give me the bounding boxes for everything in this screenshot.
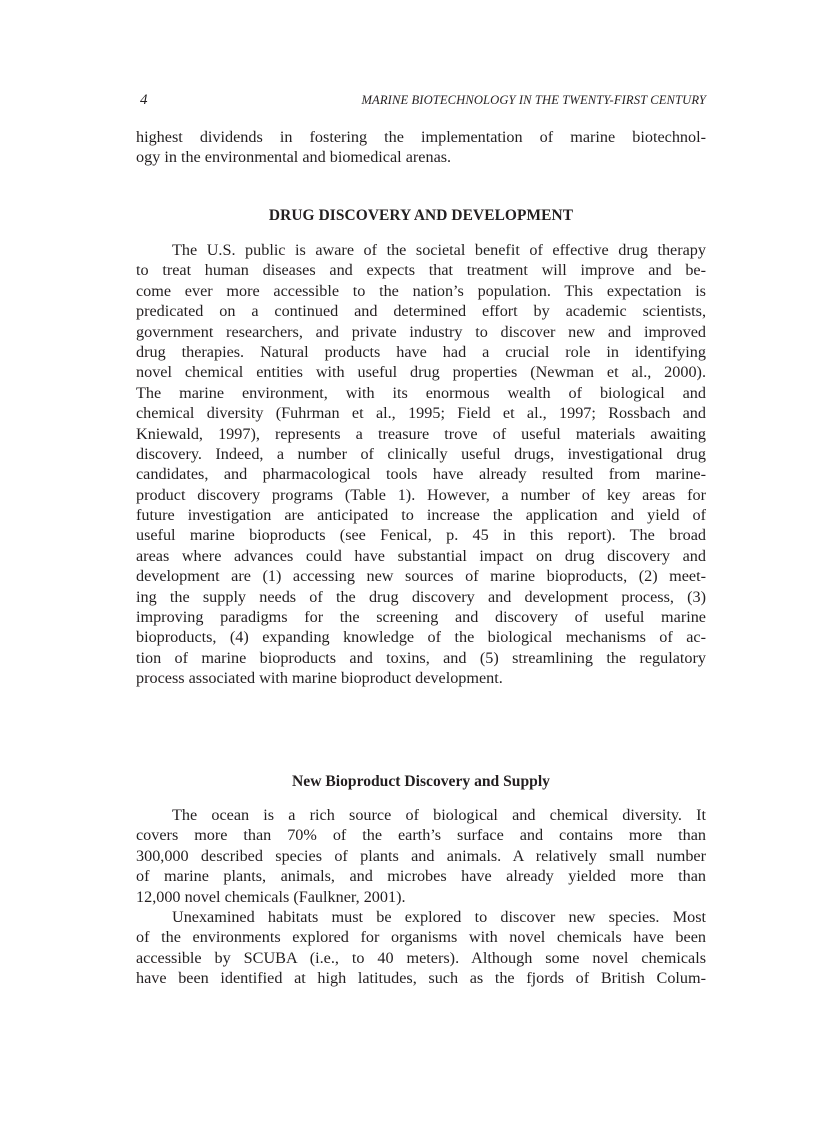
text-line: areas where advances could have substantial impact on drug discovery and (136, 546, 706, 565)
subsection-paragraph (136, 907, 706, 989)
intro-paragraph (136, 127, 706, 168)
text-line: to treat human diseases and expects that treatment will improve and be- (136, 261, 706, 280)
text-line: 12,000 novel chemicals (Faulkner, 2001). (136, 887, 406, 906)
text-line: drug therapies. Natural products have had a crucial role in identifying (136, 342, 706, 361)
text-line: product discovery programs (Table 1). However, a number of key areas for (136, 485, 706, 504)
text-line: useful marine bioproducts (see Fenical, p. 45 in this report). The broad (136, 526, 706, 545)
text-line: novel chemical entities with useful drug properties (Newman et al., 2000). (136, 363, 706, 382)
subsection-paragraph (136, 805, 706, 907)
section-heading: DRUG DISCOVERY AND DEVELOPMENT (268, 207, 574, 224)
text-line: chemical diversity (Fuhrman et al., 1995; Field et al., 1997; Rossbach and (136, 404, 706, 423)
text-line: ogy in the environmental and biomedical arenas. (136, 148, 452, 167)
text-line: development are (1) accessing new sources of marine bioproducts, (2) meet- (136, 567, 706, 586)
text-line: candidates, and pharmacological tools have already resulted from marine- (136, 465, 706, 484)
text-line: The ocean is a rich source of biological and chemical diversity. It (172, 806, 706, 824)
text-line: of the environments explored for organisms with novel chemicals have been (136, 928, 706, 947)
text-line: tion of marine bioproducts and toxins, and (5) streamlining the regulatory (136, 648, 706, 667)
text-line: of marine plants, animals, and microbes have already yielded more than (136, 867, 706, 886)
text-line: The U.S. public is aware of the societal benefit of effective drug therapy (172, 241, 706, 259)
text-line: covers more than 70% of the earth’s surface and contains more than (136, 826, 706, 845)
text-line: government researchers, and private industry to discover new and improved (136, 322, 706, 341)
text-line: bioproducts, (4) expanding knowledge of the biological mechanisms of ac- (136, 628, 706, 647)
text-line: have been identified at high latitudes, such as the fjords of British Colum- (136, 969, 706, 988)
text-line: predicated on a continued and determined effort by academic scientists, (136, 302, 706, 321)
text-line: improving paradigms for the screening and discovery of useful marine (136, 608, 706, 627)
text-line: accessible by SCUBA (i.e., to 40 meters). Although some novel chemicals (136, 948, 706, 967)
running-header (136, 90, 706, 110)
text-line: come ever more accessible to the nation’s population. This expectation is (136, 281, 706, 300)
running-title: MARINE BIOTECHNOLOGY IN THE TWENTY-FIRST CENTURY (361, 93, 706, 107)
text-line: The marine environment, with its enormous wealth of biological and (136, 383, 706, 402)
text-line: 300,000 described species of plants and animals. A relatively small number (136, 846, 706, 865)
subsection-heading: New Bioproduct Discovery and Supply (292, 773, 550, 790)
text-line: ing the supply needs of the drug discovery and development process, (3) (136, 587, 706, 606)
text-line: process associated with marine bioproduct development. (136, 669, 503, 688)
text-line: Unexamined habitats must be explored to discover new species. Most (172, 908, 706, 926)
text-line: Kniewald, 1997), represents a treasure trove of useful materials awaiting (136, 424, 706, 443)
text-line: discovery. Indeed, a number of clinically useful drugs, investigational drug (136, 444, 706, 463)
text-line: highest dividends in fostering the implementation of marine biotechnol- (136, 128, 706, 146)
text-line: future investigation are anticipated to increase the application and yield of (136, 506, 706, 525)
page-number: 4 (140, 92, 148, 108)
section-paragraph (136, 240, 706, 689)
